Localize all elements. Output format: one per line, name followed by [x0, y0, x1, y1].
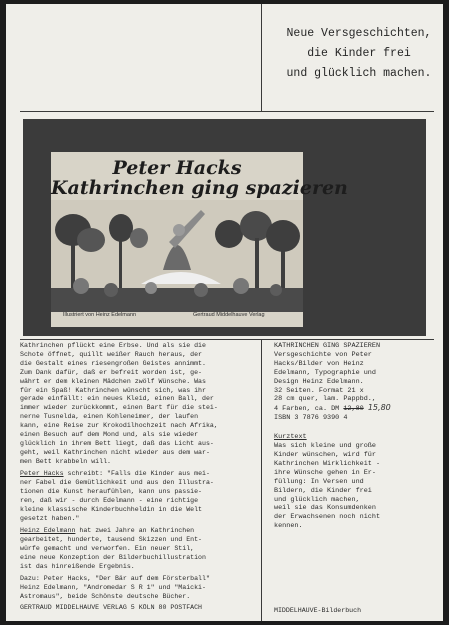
publisher-address: GERTRAUD MIDDELHAUVE VERLAG 5 KÖLN 80 POSTFACH [20, 604, 203, 611]
header-horizontal-rule [20, 111, 434, 112]
cover-illustration [51, 200, 303, 312]
hacks-quote-paragraph [20, 470, 258, 523]
description-column [20, 342, 258, 605]
price-struck: 12,80 [343, 405, 364, 414]
related-books-paragraph: Dazu: Peter Hacks, "Der Bär auf dem Försterball" Heinz Edelmann, "Andromedar S R 1" und "Maicki- Astromaus", beide Schönste deutsche Bücher. [20, 575, 210, 600]
description-paragraph: Kathrinchen pflückt eine Erbse. Und als sie die Schote öffnet, quillt weißer Rauch heraus, der die Gestalt eines riesengroßen Geistes annimmt. Zum Dank dafür, daß er befreit worden ist, ge- währt er dem kleinen Mädchen zwölf Wünsche. Was für ein Spaß! Kathrinchen wünscht sich, was ihr gerade einfällt: ein neues Kleid, einen Ball, der immer wieder zurückkommt, einen Bart für die stei- nerne Tusnelda, einen Kohleneimer, der laufen kann, eine Reise zur Krokodilhochzeit nach Afrika, einen Besuch auf dem Mond und, als sie wieder glücklich in ihrem Bett liegt, daß das Licht aus- geht, weil Kathrinchen nicht wieder aus dem war- men Bett krabbeln will. [20, 342, 218, 465]
hacks-name: Peter Hacks [20, 470, 64, 478]
cover-publisher-credit: Gertraud Middelhauve Verlag [193, 312, 265, 318]
cover-author: Peter Hacks [112, 157, 242, 179]
book-details-column [274, 342, 439, 531]
body-horizontal-rule [20, 339, 434, 340]
body-vertical-rule [261, 339, 262, 621]
cover-illustrator-credit: Illustriert von Heinz Edelmann [63, 312, 137, 318]
book-cover [51, 152, 348, 327]
series-name: MIDDELHAUVE-Bilderbuch [274, 607, 362, 614]
header-vertical-rule [261, 4, 262, 112]
edelmann-paragraph [20, 527, 258, 572]
slogan [274, 24, 444, 84]
book-info [274, 342, 439, 414]
book-cover-photo [23, 119, 426, 336]
hacks-quote: schreibt: "Falls die Kinder aus mei- ner Fabel die Gemütlichkeit und aus den Illustra- tionen die Kunst heraufühlen, kann uns passie- ren, daß wir - durch Edelmann - eine richtige kleine klassische Kinderbuchheldin in die Welt gesetzt haben." [20, 470, 214, 522]
price-handwritten: 15,80 [367, 403, 391, 413]
isbn: ISBN 3 7876 9390 4 [274, 414, 348, 423]
kurztext: Was sich kleine und große Kinder wünschen, wird für Kathrinchen Wirklichkeit - ihre Wünsche gehen in Er- füllung: In Versen und Bildern, die Kinder frei und glücklich machen, weil sie das Konsumdenken der Erwachsenen noch nicht kennen. [274, 442, 381, 531]
cover-book-title: Kathrinchen ging spazieren [51, 177, 348, 199]
book-info-text: KATHRINCHEN GING SPAZIEREN Versgeschichte von Peter Hacks/Bilder von Heinz Edelmann, Typographie und Design Heinz Edelmann. 32 Seiten. Format 21 x 28 cm quer, lam. Pappbd., 4 Farben, ca. DM [274, 342, 381, 414]
cover-title [51, 157, 348, 199]
catalog-sheet [6, 4, 443, 621]
slogan-line-1: Neue Versgeschichten, [286, 27, 432, 40]
slogan-line-2: die Kinder frei [307, 47, 411, 60]
edelmann-text: hat zwei Jahre an Kathrinchen gearbeitet, hunderte, tausend Skizzen und Ent- würfe gemacht und verworfen. Ein neuer Stil, eine neue Konzeption der Bilderbuchillustration ist das hinreißende Ergebnis. [20, 527, 206, 570]
slogan-line-3: und glücklich machen. [286, 67, 432, 80]
edelmann-name: Heinz Edelmann [20, 527, 76, 535]
kurztext-heading: Kurztext [274, 433, 307, 442]
